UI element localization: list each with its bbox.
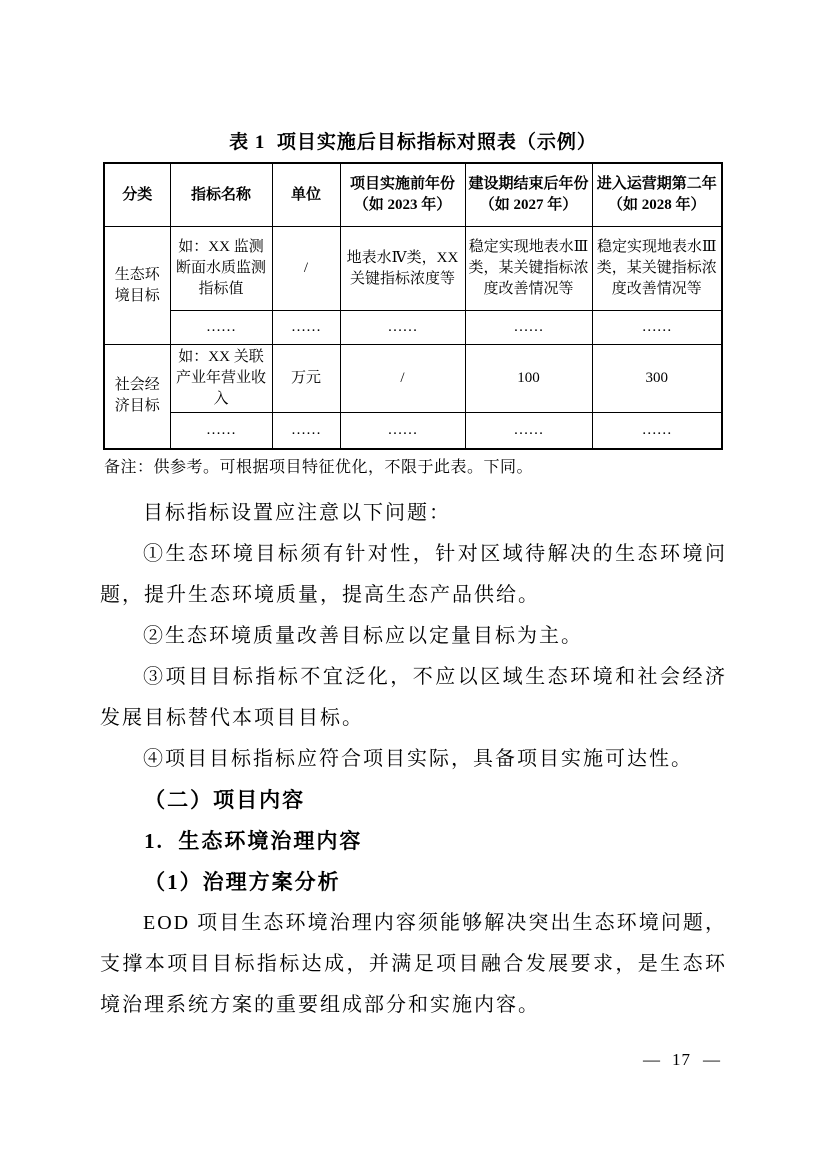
header-cell-category: [104, 163, 170, 227]
table-row-ellipsis: [104, 311, 722, 345]
cell-ellipsis: ……: [592, 311, 722, 345]
cell-ellipsis: ……: [272, 311, 340, 345]
header-cell-pre-implementation-year: [340, 163, 465, 227]
header-line: 建设期结束后年份: [468, 176, 589, 192]
table-row-ellipsis: [104, 413, 722, 449]
sub-heading-eco-treatment-content: 1. 生态环境治理内容: [144, 829, 363, 853]
intro-paragraph: 目标指标设置应注意以下问题：: [143, 502, 451, 524]
header-cell-indicator-name: [170, 163, 272, 227]
header-line: 分类: [122, 186, 153, 203]
header-line: （如 2027 年）: [479, 197, 578, 213]
item-paragraph-3: ③项目目标指标不宜泛化，不应以区域生态环境和社会经济发展目标替代本项目目标。: [100, 666, 727, 729]
item-paragraph-1: ①生态环境目标须有针对性，针对区域待解决的生态环境问题，提升生态环境质量，提高生态产品供给。: [100, 543, 727, 606]
table-row: [104, 345, 722, 413]
cell-ellipsis: ……: [170, 311, 272, 345]
cell-operation-value: 稳定实现地表水Ⅲ类，某关键指标浓度改善情况等: [592, 227, 722, 311]
header-cell-unit: [272, 163, 340, 227]
header-line: 指标名称: [190, 186, 251, 203]
item-paragraph-4: ④项目目标指标应符合项目实际，具备项目实施可达性。: [143, 748, 693, 770]
cell-ellipsis: ……: [592, 413, 722, 449]
cell-ellipsis: ……: [272, 413, 340, 449]
indicator-comparison-table: [103, 162, 723, 450]
cell-indicator-name: 如：XX 关联产业年营业收入: [170, 345, 272, 413]
sub-heading-treatment-plan-analysis: （1）治理方案分析: [144, 870, 341, 894]
cell-ellipsis: ……: [170, 413, 272, 449]
cell-pre-implementation-value: /: [340, 345, 465, 413]
header-line: 项目实施前年份: [349, 176, 455, 192]
body-text: [100, 493, 727, 1026]
cell-ellipsis: ……: [340, 413, 465, 449]
footer-left-dash: —: [643, 1050, 660, 1069]
header-cell-operation-second-year: [592, 163, 722, 227]
cell-pre-implementation-value: 地表水Ⅳ类，XX 关键指标浓度等: [340, 227, 465, 311]
page-number: [643, 1050, 720, 1070]
footer-page-number: 17: [672, 1050, 691, 1069]
table-row: [104, 227, 722, 311]
table-note: 备注：供参考。可根据项目特征优化，不限于此表。下同。: [104, 459, 534, 476]
table-title: 表 1 项目实施后目标指标对照表（示例）: [229, 132, 597, 153]
cell-indicator-name: 如：XX 监测断面水质监测指标值: [170, 227, 272, 311]
item-paragraph-2: ②生态环境质量改善目标应以定量目标为主。: [143, 625, 583, 647]
category-cell-socioeconomic: 社会经济目标: [104, 345, 170, 449]
cell-unit: 万元: [272, 345, 340, 413]
cell-ellipsis: ……: [465, 311, 592, 345]
table-header-row: [104, 163, 722, 227]
cell-operation-value: 300: [592, 345, 722, 413]
section-heading-project-content: （二）项目内容: [144, 788, 306, 812]
cell-ellipsis: ……: [340, 311, 465, 345]
cell-construction-end-value: 稳定实现地表水Ⅲ类，某关键指标浓度改善情况等: [465, 227, 592, 311]
cell-construction-end-value: 100: [465, 345, 592, 413]
header-line: （如 2023 年）: [353, 197, 452, 213]
header-line: （如 2028 年）: [607, 197, 706, 213]
closing-paragraph: EOD 项目生态环境治理内容须能够解决突出生态环境问题，支撑本项目目标指标达成，并满足项目融合发展要求，是生态环境治理系统方案的重要组成部分和实施内容。: [100, 912, 727, 1016]
footer-right-dash: —: [703, 1050, 720, 1069]
header-line: 单位: [290, 186, 321, 203]
cell-unit: /: [272, 227, 340, 311]
header-cell-construction-end-year: [465, 163, 592, 227]
category-cell-eco-environment: 生态环境目标: [104, 227, 170, 345]
header-line: 进入运营期第二年: [596, 176, 717, 192]
cell-ellipsis: ……: [465, 413, 592, 449]
